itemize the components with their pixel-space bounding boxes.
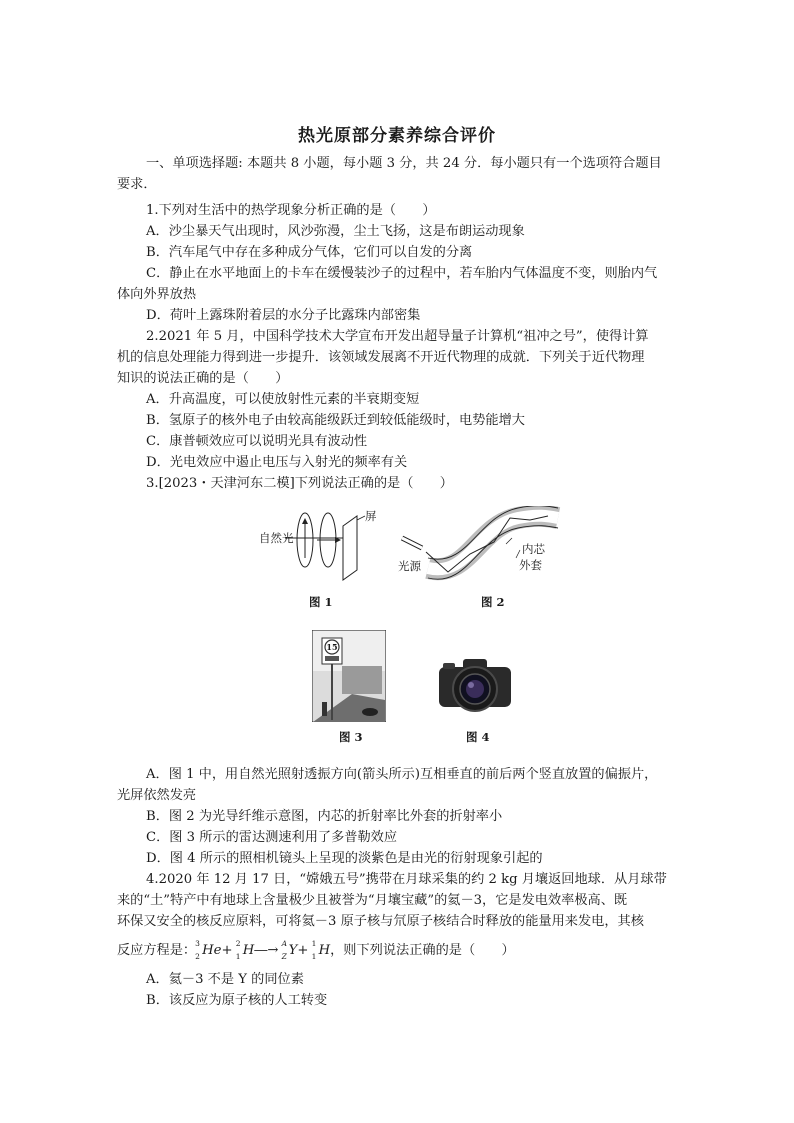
q4-stem-line3: 环保又安全的核反应原料，可将氦－3 原子核与氘原子核结合时释放的能量用来发电，其核 xyxy=(117,914,644,929)
section-heading-line1: 一、单项选择题: 本题共 8 小题，每小题 3 分，共 24 分．每小题只有一个选项符合题目 xyxy=(146,156,662,171)
q1-option-c-line1: C．静止在水平地面上的卡车在缓慢装沙子的过程中，若车胎内气体温度不变，则胎内气 xyxy=(146,266,658,281)
q2-stem-line2: 机的信息处理能力得到进一步提升．该领域发展离不开近代物理的成就．下列关于近代物理 xyxy=(117,350,645,365)
fig4-caption: 图 4 xyxy=(466,730,490,744)
nuclear-equation: 3 2 He+ 2 1 H―→ A Z Y+ 1 1 H xyxy=(195,939,331,961)
section-heading-line2: 要求． xyxy=(117,177,157,192)
fig1-label-screen: 屏 xyxy=(365,509,377,523)
q4-option-a: A．氦－3 不是 Y 的同位素 xyxy=(146,972,304,987)
q1-option-b: B．汽车尾气中存在多种成分气体，它们可以自发的分离 xyxy=(146,245,473,260)
fig2-label-cladding: 外套 xyxy=(519,558,542,572)
arrow-up-icon xyxy=(302,518,308,524)
q4-stem-line1: 4.2020 年 12 月 17 日，“嫦娥五号”携带在月球采集的约 2 kg 月壤返回地球．从月球带 xyxy=(146,872,667,887)
q3-option-d: D．图 4 所示的照相机镜头上呈现的淡紫色是由光的衍射现象引起的 xyxy=(146,851,543,866)
q2-option-a: A．升高温度，可以使放射性元素的半衰期变短 xyxy=(146,392,420,407)
camera-dial xyxy=(443,663,455,669)
equation-prefix: 反应方程是： xyxy=(117,943,197,958)
fig2-caption: 图 2 xyxy=(481,595,505,609)
fig2-label-light-source: 光源 xyxy=(398,559,421,573)
sign-text-block xyxy=(325,656,339,661)
photo-person xyxy=(322,702,327,716)
q2-stem-line3: 知识的说法正确的是（ ） xyxy=(117,371,289,386)
screen-panel xyxy=(343,516,357,580)
equation-suffix: ，则下列说法正确的是（ ） xyxy=(330,943,515,958)
q3-stem: 3.[2023・天津河东二模]下列说法正确的是（ ） xyxy=(146,476,453,491)
figure-3-radar-photo xyxy=(312,630,386,722)
q4-stem-line2: 来的“土”特产中有地球上含量极少且被誉为“月壤宝藏”的氦－3，它是发电效率极高、既 xyxy=(117,893,628,908)
screen-label-leader xyxy=(357,516,365,520)
fig1-label-natural-light: 自然光 xyxy=(259,531,294,545)
fig3-sign-number: 15 xyxy=(326,642,338,652)
light-source-inner xyxy=(402,538,422,548)
q4-option-b: B．该反应为原子核的人工转变 xyxy=(146,993,328,1008)
figure-4-camera xyxy=(435,655,515,715)
q2-option-b: B．氢原子的核外电子由较高能级跃迁到较低能级时，电势能增大 xyxy=(146,413,525,428)
fig1-caption: 图 1 xyxy=(309,595,333,609)
q1-option-d: D．荷叶上露珠附着层的水分子比露珠内部密集 xyxy=(146,308,421,323)
q2-option-c: C．康普顿效应可以说明光具有波动性 xyxy=(146,434,368,449)
q4-equation-line xyxy=(117,940,677,961)
q1-option-c-line2: 体向外界放热 xyxy=(117,287,197,302)
photo-car xyxy=(362,708,378,716)
q1-option-a: A．沙尘暴天气出现时，风沙弥漫，尘土飞扬，这是布朗运动现象 xyxy=(146,224,525,239)
q3-option-a-line1: A．图 1 中，用自然光照射透振方向(箭头所示)互相垂直的前后两个竖直放置的偏振片， xyxy=(146,767,658,782)
q1-stem: 1.下列对生活中的热学现象分析正确的是（ ） xyxy=(146,203,436,218)
q2-stem-line1: 2.2021 年 5 月，中国科学技术大学宣布开发出超导量子计算机“祖冲之号”，使得计算 xyxy=(146,329,649,344)
q2-option-d: D．光电效应中遏止电压与入射光的频率有关 xyxy=(146,455,408,470)
q3-option-b: B．图 2 为光导纤维示意图，内芯的折射率比外套的折射率小 xyxy=(146,809,503,824)
core-leader xyxy=(506,538,512,544)
photo-buildings xyxy=(342,666,382,694)
camera-lens-glass xyxy=(466,680,484,698)
lens-reflection xyxy=(468,682,474,688)
fig2-label-core: 内芯 xyxy=(522,542,545,556)
q3-option-c: C．图 3 所示的雷达测速利用了多普勒效应 xyxy=(146,830,398,845)
page-title: 热光原部分素养综合评价 xyxy=(298,126,496,146)
q3-option-a-line2: 光屏依然发亮 xyxy=(117,788,197,803)
fig3-caption: 图 3 xyxy=(339,730,363,744)
